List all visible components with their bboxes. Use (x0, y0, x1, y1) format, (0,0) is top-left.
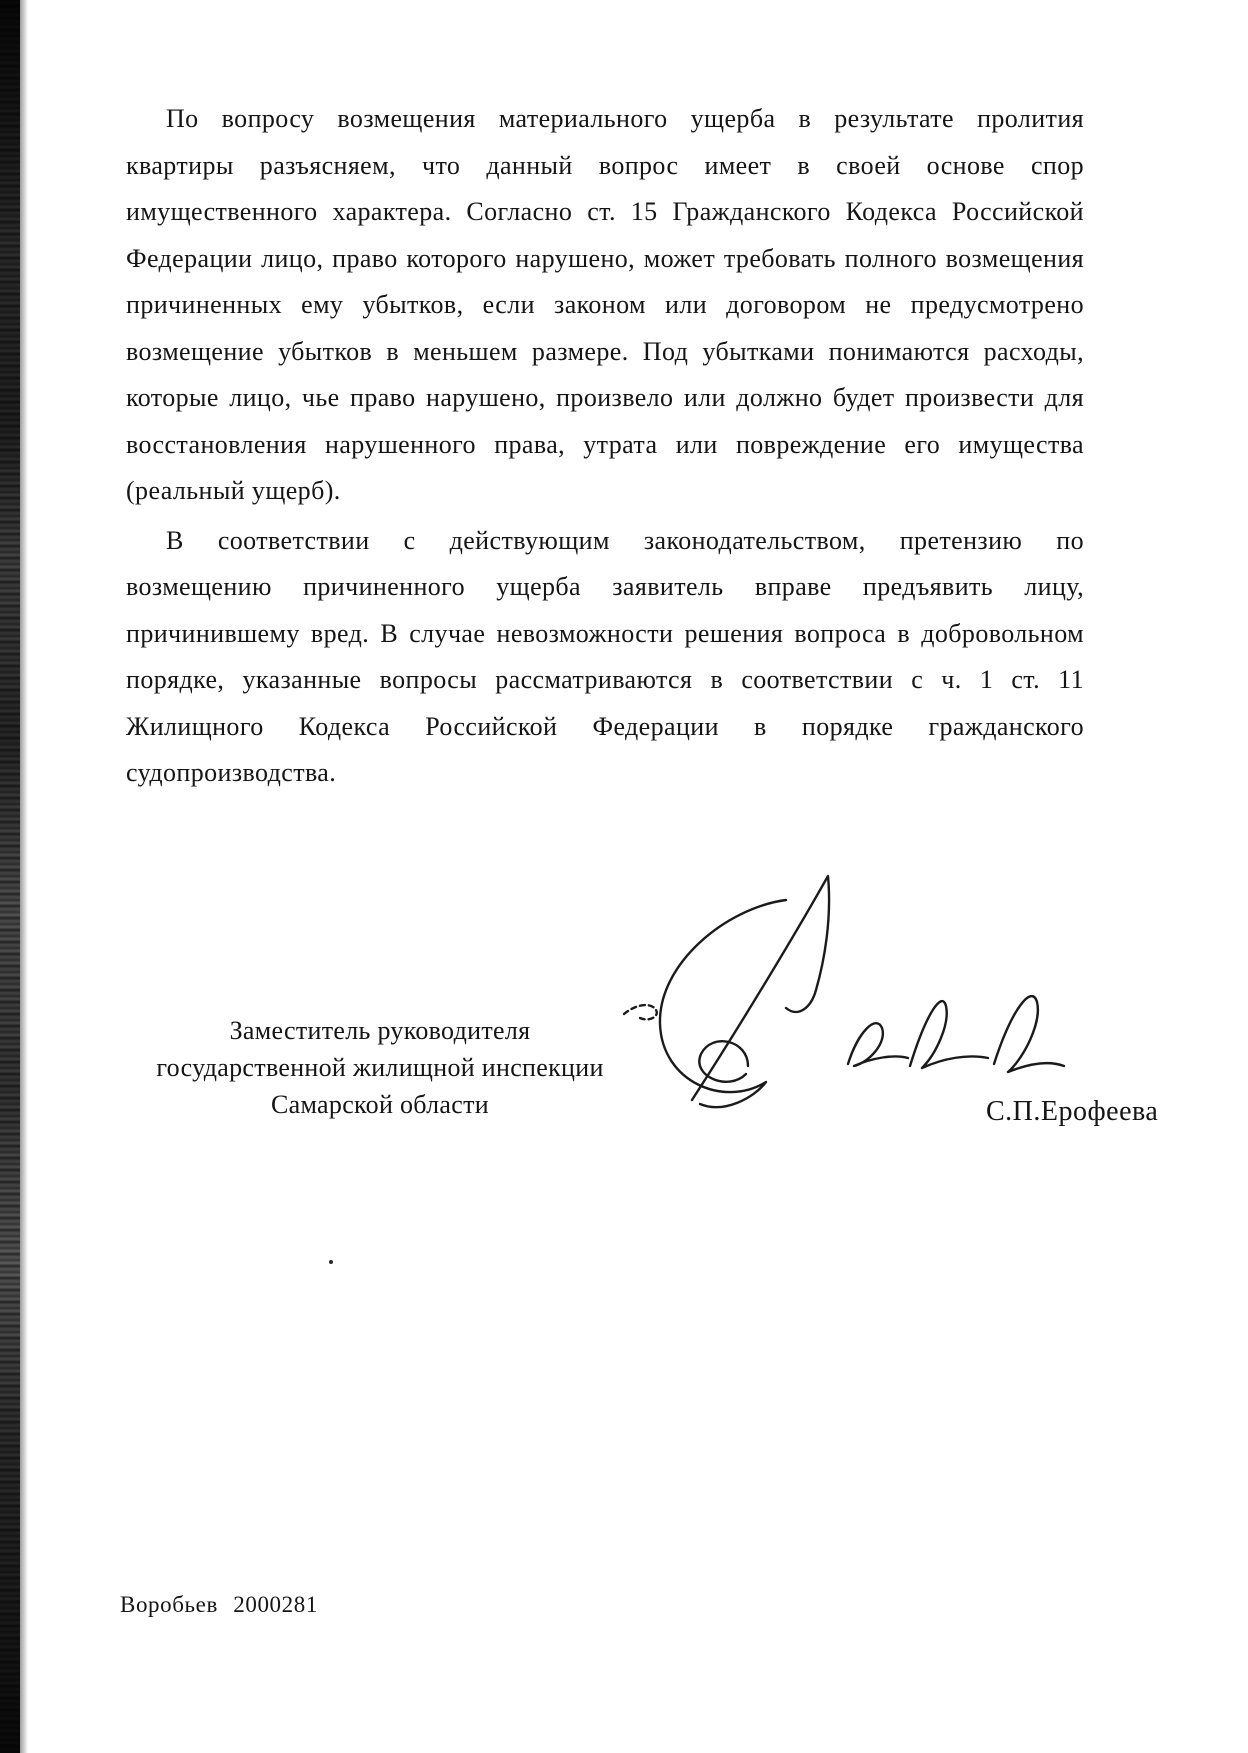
text-line: имущественного характера. Согласно ст. 15 Гражданского Кодекса Российской (126, 197, 1084, 226)
text-line: порядке, указанные вопросы рассматриваются в соответствии с ч. 1 ст. 11 (126, 665, 1084, 694)
text-line: В соответствии с действующим законодательством, претензию по (166, 525, 1084, 555)
text-line: восстановления нарушенного права, утрата или повреждение его имущества (126, 429, 1084, 459)
signer-title-line: Самарской области (271, 1090, 489, 1119)
text-line: которые лицо, чье право нарушено, произвело или должно будет произвести для (126, 383, 1084, 412)
text-line: возмещению причиненного ущерба заявитель вправе предъявить лицу, (126, 572, 1084, 601)
text-line: (реальный ущерб). (126, 476, 341, 505)
signer-title-line: государственной жилищной инспекции (156, 1053, 604, 1082)
text-line: причиненных ему убытков, если законом или договором не предусмотрено (126, 290, 1084, 319)
text-line: причинившему вред. В случае невозможности решения вопроса в добровольном (126, 618, 1084, 648)
signer-title-line: Заместитель руководителя (229, 1016, 531, 1045)
paragraph-1 (126, 96, 1084, 515)
text-line: квартиры разъясняем, что данный вопрос имеет в своей основе спор (126, 150, 1084, 180)
scan-dust-speck (329, 1260, 333, 1264)
scan-artifact-left-fade (20, 0, 28, 1753)
letter-body (126, 96, 1084, 797)
signer-name: С.П.Ерофеева (986, 1096, 1159, 1127)
text-line: По вопросу возмещения материального ущерба в результате пролития (166, 104, 1084, 133)
text-line: возмещение убытков в меньшем размере. Под убытками понимаются расходы, (126, 336, 1084, 366)
text-line: Жилищного Кодекса Российской Федерации в порядке гражданского (126, 711, 1084, 741)
executor-note: Воробьев 2000281 (120, 1592, 318, 1617)
scan-artifact-left-band (0, 0, 20, 1753)
text-line: Федерации лицо, право которого нарушено, может требовать полного возмещения (126, 243, 1084, 273)
signer-title-block (140, 1012, 620, 1123)
paragraph-2 (126, 518, 1084, 797)
text-line: судопроизводства. (126, 758, 337, 787)
